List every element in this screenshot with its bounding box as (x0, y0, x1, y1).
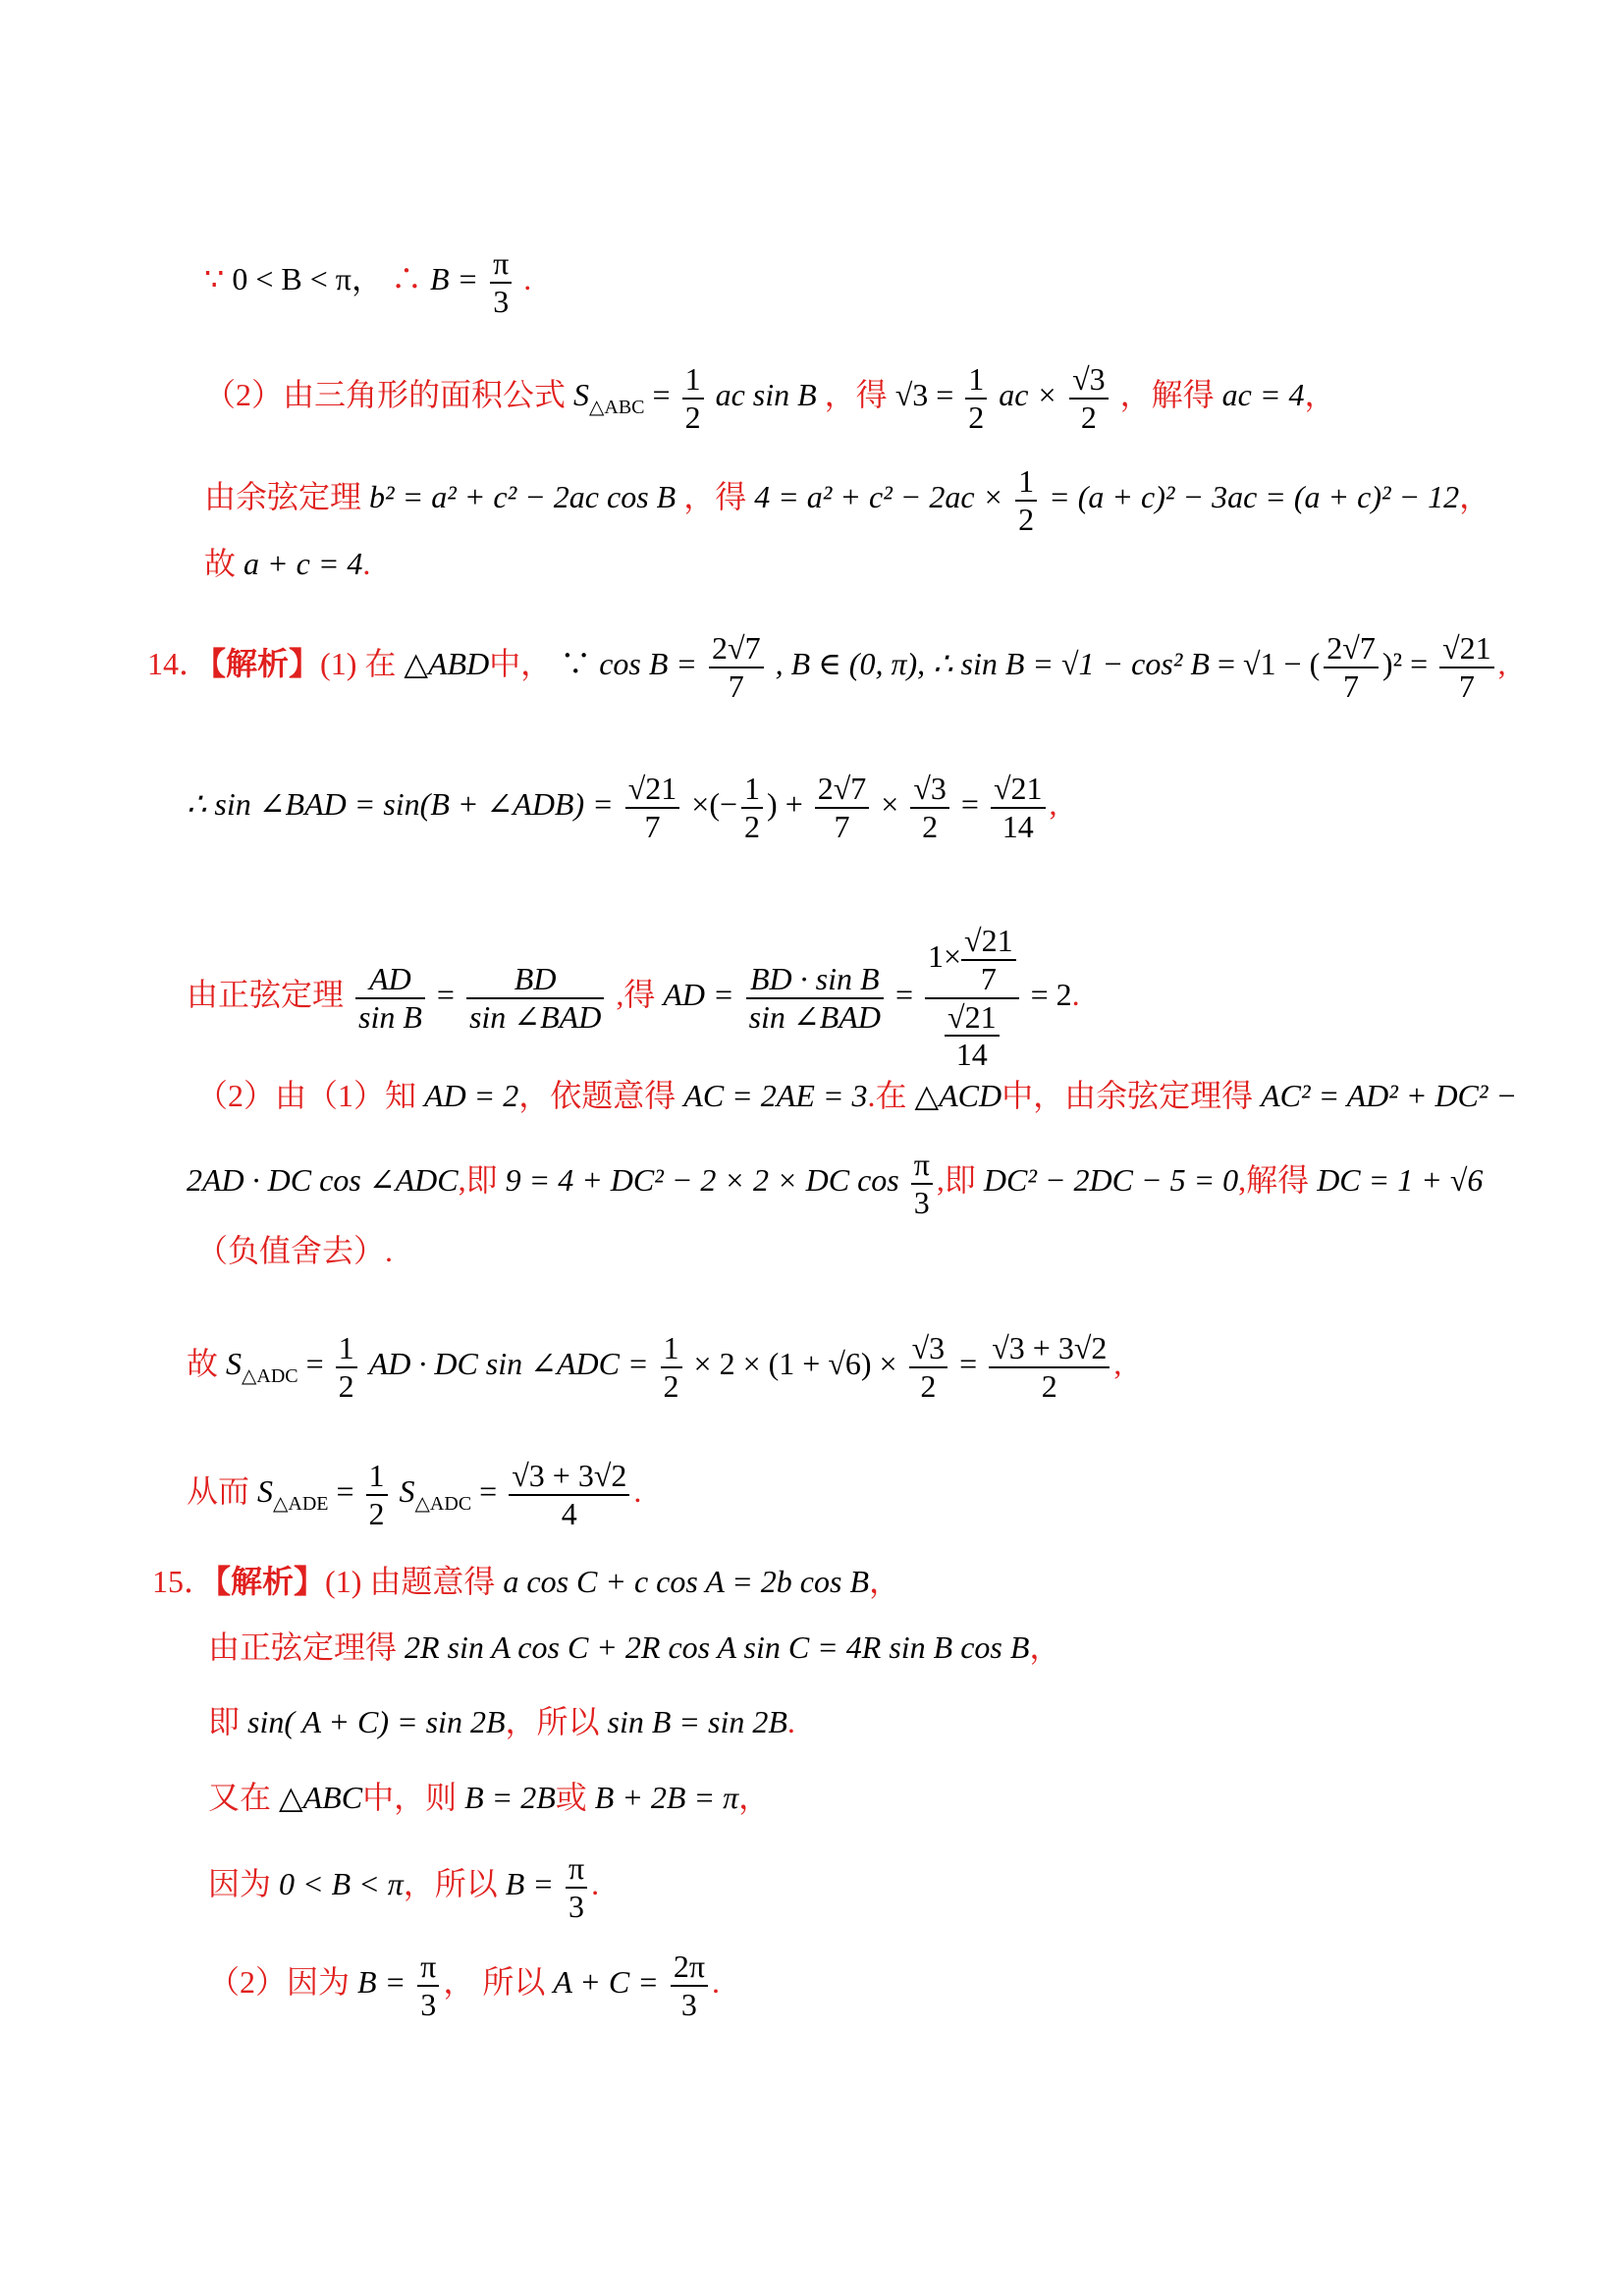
compound-fraction: 1× $\frac{√21}{7}$ $\frac{√21}{14}$ (925, 923, 1019, 1073)
line-4: 故 a + c = 4. (204, 546, 371, 581)
line-18: （2）因为 B = $\frac{\pi}{3}$ ， 所以 A + C = $\frac{2\pi}{3}$ . (208, 1949, 720, 2022)
line-11: 故 $S_{\triangle ADC}$ = $\frac{1}{2}$ AD · DC sin ∠ADC = $\frac{1}{2}$ × 2 × (1 + √6) × $\frac{√3}{2}$ = $\frac{√3 + 3√2}{2}$ , (187, 1330, 1122, 1404)
line-2: （2）由三角形的面积公式 $S_{\triangle ABC}$ = $\frac{1}{2}$ ac sin B ，得 √3 = $\frac{1}{2}$ ac × $\frac{√3}{2}$ ，解得 ac = 4， (204, 361, 1336, 435)
line-8: （2）由（1）知 AD = 2，依题意得 AC = 2AE = 3.在 △ACD中，由余弦定理得 AC² = AD² + DC² − (196, 1078, 1518, 1113)
line-10: （负值舍去）. (196, 1233, 394, 1268)
line-16: 又在 △ABC中，则 B = 2B或 B + 2B = π， (208, 1780, 771, 1815)
line-5: 14．【解析】(1) 在 △ABD中， ∵ cos B = $\frac{2√7}{7}$ , B ∈ (0, π), ∴ sin B = √1 − cos² B = √1 − ( $\frac{2√7}{7}$ )² = $\frac{√21}{7}$ , (147, 630, 1506, 704)
line-17: 因为 0 < B < π，所以 B = $\frac{\pi}{3}$ . (208, 1850, 600, 1924)
line-13: 15．【解析】(1) 由题意得 a cos C + c cos A = 2b cos B， (152, 1564, 901, 1599)
question-number: 15． (152, 1564, 216, 1599)
line-1: ∵ 0 < B < π， ∴ B = $\frac{\pi}{3}$ . (204, 245, 532, 319)
line-9: 2AD · DC cos ∠ADC,即 9 = 4 + DC² − 2 × 2 × DC cos $\frac{\pi}{3}$ ,即 DC² − 2DC − 5 = 0,解得 DC = 1 + √6 (187, 1147, 1484, 1220)
line-14: 由正弦定理得 2R sin A cos C + 2R cos A sin C = 4R sin B cos B， (208, 1629, 1061, 1665)
therefore-symbol: ∴ (390, 261, 422, 297)
line-7: 由正弦定理 $\frac{AD}{\text{sin B}}$ = $\frac{BD}{\text{sin ∠BAD}}$ ,得 AD = $\frac{\text{BD · sin B}}{\text{sin ∠BAD}}$ = 1× $\frac{√21}{7}$ $\frac{√21}{14}$ = 2. (187, 923, 1080, 1073)
line-3: 由余弦定理 b² = a² + c² − 2ac cos B ，得 4 = a² + c² − 2ac × $\frac{1}{2}$ = (a + c)² − 3ac = (a + c)² − 12， (204, 463, 1491, 537)
line-6: ∴ sin ∠BAD = sin(B + ∠ADB) = $\frac{√21}{7}$ ×(− $\frac{1}{2}$ ) + $\frac{2√7}{7}$ × $\frac{√3}{2}$ = $\frac{√21}{14}$ , (187, 771, 1057, 844)
line-15: 即 sin( A + C) = sin 2B，所以 sin B = sin 2B. (208, 1704, 795, 1739)
line-12: 从而 $S_{\triangle ADE}$ = $\frac{1}{2}$ $S_{\triangle ADC}$ = $\frac{√3 + 3√2}{4}$ . (187, 1458, 642, 1531)
question-number: 14． (147, 646, 211, 682)
because-symbol: ∵ (204, 261, 225, 297)
fraction-pi-3: $\frac{\pi}{3}$ (490, 245, 512, 320)
